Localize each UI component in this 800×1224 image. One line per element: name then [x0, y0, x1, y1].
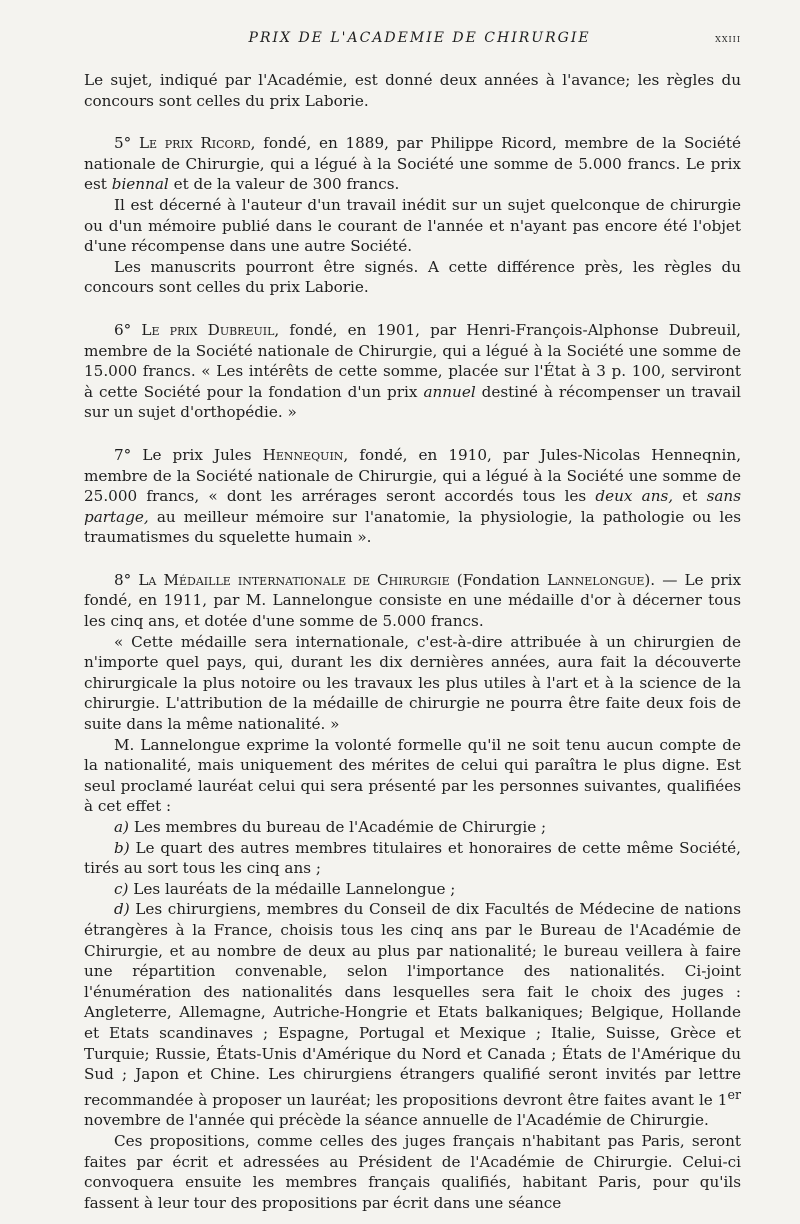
- list-item: b) Le quart des autres membres titulaires et honoraires de cette même Société, tirés au sort tous les cinq ans ;: [84, 838, 741, 878]
- ricord-paragraph-2: Il est décerné à l'auteur d'un travail inédit sur un sujet quelconque de chirurgie ou d'un mémoire publié dans le courant de l'année et n'ayant pas encore été l'objet d'une récompense dans une autre Société.: [84, 195, 741, 256]
- ricord-paragraph-3: Les manuscrits pourront être signés. A cette différence près, les règles du concours sont celles du prix Laborie.: [84, 257, 741, 297]
- ricord-paragraph-1: 5° Le prix Ricord, fondé, en 1889, par Philippe Ricord, membre de la Société nationale de Chirurgie, qui a légué à la Société une somme de 5.000 francs. Le prix est biennal et de la valeur de 300 francs.: [84, 134, 742, 194]
- lannelongue-paragraph-2: « Cette médaille sera internationale, c'est-à-dire attribuée à un chirurgien de n'importe quel pays, qui, durant les dix dernières années, aura fait la découverte chirurgicale la plus notoire ou les travaux les plus utiles à l'art et à la science de la chirurgie. L'attribution de la médaille de chirurgie ne pourra être faite deux fois de suite dans la même nationalité. »: [84, 632, 741, 734]
- section-number: 7°: [114, 445, 132, 464]
- lannelongue-paragraph-4: Ces propositions, comme celles des juges français n'habitant pas Paris, seront faites par écrit et adressées au Président de l'Académie de Chirurgie. Celui-ci convoquera ensuite les membres français qualifiés, habitant Paris, pour qu'ils fassent à leur tour des propositions par écrit dans une séance: [84, 1131, 741, 1212]
- hennequin-paragraph-1: 7° Le prix Jules Hennequin, fondé, en 1910, par Jules-Nicolas Henneqnin, membre de la Société nationale de Chirurgie, qui a légué à la Société une somme de 25.000 francs, « dont les arrérages seront accordés tous les deux ans, et sans partage, au meilleur mémoire sur l'anatomie, la physiologie, la pathologie ou les traumatismes du squelette humain ».: [84, 445, 742, 547]
- list-item: d) Les chirurgiens, membres du Conseil de dix Facultés de Médecine de nations étrangères à la France, choisis tous les cinq ans par le Bureau de l'Académie de Chirurgie, et au nombre de deux au plus par nationalité; le bureau veillera à faire une répartition convenable, selon l'importance des nationalités. Ci-joint l'énumération des nationalités dans lesquelles sera fait le choix des juges : Angleterre, Allemagne, Autriche-Hongrie et Etats balkaniques; Belgique, Hollande et Etats scandinaves ; Espagne, Portugal et Mexique ; Italie, Suisse, Grèce et Turquie; Russie, États-Unis d'Amérique du Nord et Canada ; États de l'Amérique du Sud ; Japon et Chine. Les chirurgiens étrangers qualifié seront invités par lettre recommandée à proposer un lauréat; les propositions devront être faites avant le 1er novembre de l'année qui précède la séance annuelle de l'Académie de Chirurgie.: [84, 900, 742, 1130]
- section-prix-ricord: [84, 133, 741, 298]
- prize-name: Hennequin,: [262, 445, 349, 464]
- running-head: PRIX DE L'ACADEMIE DE CHIRURGIE: [248, 30, 591, 46]
- dubreuil-paragraph-1: 6° Le prix Dubreuil, fondé, en 1901, par Henri-François-Alphonse Dubreuil, membre de la Société nationale de Chirurgie, qui a légué à la Société une somme de 15.000 francs. « Les intérêts de cette somme, placée sur l'État à 3 p. 100, serviront à cette Société pour la fondation d'un prix annuel destiné à récompenser un travail sur un sujet d'orthopédie. »: [84, 320, 742, 422]
- section-prix-hennequin: [84, 445, 741, 548]
- section-number: 5°: [114, 134, 132, 153]
- lannelongue-paragraph-1: 8° La Médaille internationale de Chirurgie (Fondation Lannelongue). — Le prix fondé, en 1911, par M. Lannelongue consiste en une médaille d'or à décerner tous les cinq ans, et dotée d'une somme de 5.000 francs.: [84, 570, 742, 631]
- section-number: 6°: [114, 320, 132, 339]
- section-prix-dubreuil: [84, 320, 741, 423]
- prize-name: La Médaille internationale de Chirurgie: [138, 570, 450, 589]
- page-header: [84, 30, 741, 70]
- page-body: [84, 70, 741, 1213]
- prize-name: Le prix Dubreuil,: [141, 320, 280, 339]
- section-medaille-lannelongue: [84, 570, 741, 1213]
- qualified-persons-list: [84, 817, 741, 1131]
- intro-paragraph: Le sujet, indiqué par l'Académie, est donné deux années à l'avance; les règles du concours sont celles du prix Laborie.: [84, 71, 741, 110]
- section-number: 8°: [114, 570, 132, 589]
- list-item: a) Les membres du bureau de l'Académie de Chirurgie ;: [114, 818, 547, 836]
- prize-name: Le prix Ricord,: [138, 134, 256, 153]
- list-item: c) Les lauréats de la médaille Lannelongue ;: [114, 879, 456, 898]
- page-number: xxiii: [715, 31, 741, 45]
- lannelongue-paragraph-3: M. Lannelongue exprime la volonté formelle qu'il ne soit tenu aucun compte de la nationalité, mais uniquement des mérites de celui qui paraîtra le plus digne. Est seul proclamé lauréat celui qui sera présenté par les personnes suivantes, qualifiées à cet effet :: [84, 735, 741, 816]
